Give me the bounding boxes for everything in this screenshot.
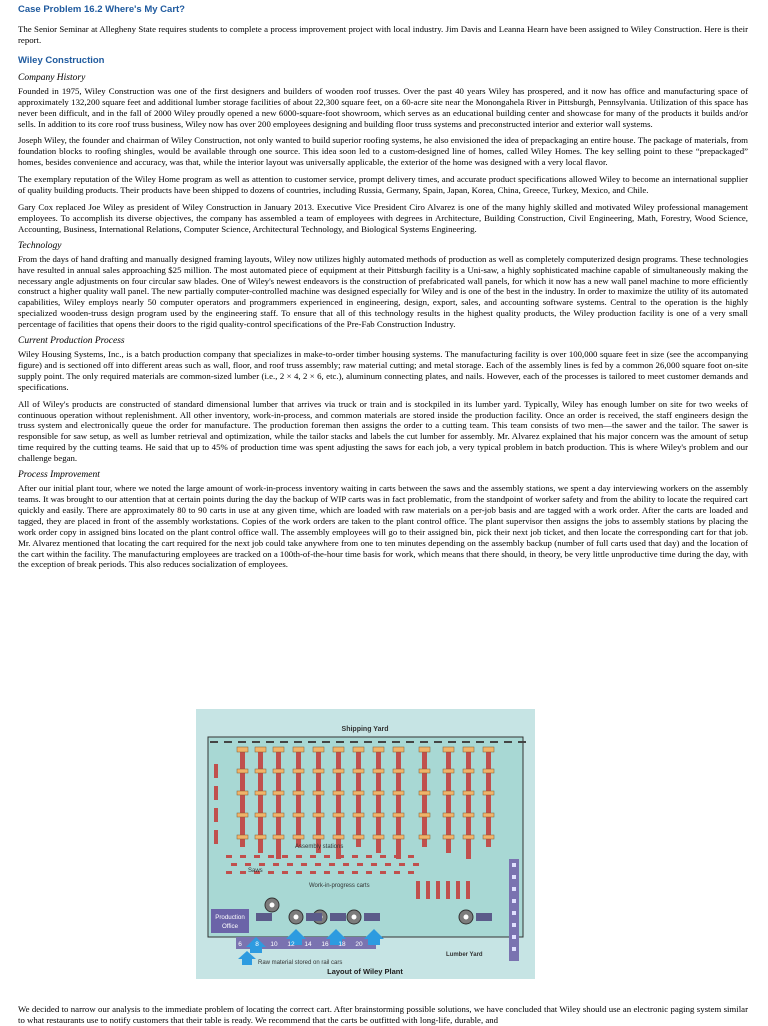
wall-segment bbox=[462, 741, 470, 743]
wall-segment bbox=[266, 741, 274, 743]
wip-cart bbox=[231, 863, 237, 866]
assembly-station bbox=[419, 835, 430, 839]
assembly-line-cap bbox=[463, 747, 474, 752]
assembly-line bbox=[296, 747, 301, 847]
technology-paragraph: From the days of hand drafting and manually designed framing layouts, Wiley now utilizes highly automated methods of production as well as completely computerized design programs. These technologies have resulted in annual sales approaching $25 million. The most automated piece of equipment at their Pittsburgh facility is a Uni-saw, a highly sophisticated machine capable of simultaneously making the necessary angle adjustments on four circular saw blades. One of Wiley's newest endeavors is the construction of prefabricated wall panels, for which it now has a new wall panel machine to more efficiently construct a higher quality wall panel. The new partially computer-controlled machine was designed especially for Wiley and is one of the best in the industry. In order to maximize the utility of its automated capabilities, Wiley employs nearly 50 computer operators and programmers experienced in engineering, design, export, sales, and accounting software systems. Central to the operation is the highly specialized wooden-truss design program used by the engineering staff. To ensure that all of this technology results in the highest quality products, the Wiley production facility is one of a very small percentage of facilities that opens their doors to the rigid quality-control specifications of the Pre-Fab Construction Industry. bbox=[18, 253, 748, 330]
plant-layout-diagram bbox=[196, 709, 535, 979]
wall-segment bbox=[406, 741, 414, 743]
assembly-station bbox=[353, 791, 364, 795]
track-number: 6 bbox=[238, 941, 242, 948]
track-number: 12 bbox=[287, 941, 295, 948]
assembly-station bbox=[293, 813, 304, 817]
wip-cart bbox=[338, 871, 344, 874]
assembly-station bbox=[483, 813, 494, 817]
assembly-station bbox=[273, 769, 284, 773]
raw-material-label: Raw material stored on rail cars bbox=[258, 960, 343, 966]
track-number: 14 bbox=[304, 941, 312, 948]
wall-segment bbox=[392, 741, 400, 743]
assembly-station bbox=[255, 791, 266, 795]
track-number: 18 bbox=[338, 941, 346, 948]
current-process-heading: Current Production Process bbox=[18, 336, 125, 347]
continuation-text bbox=[18, 1004, 748, 1026]
saw-hub bbox=[270, 903, 275, 908]
assembly-station bbox=[373, 769, 384, 773]
assembly-station bbox=[393, 835, 404, 839]
wip-cart bbox=[413, 863, 419, 866]
assembly-station bbox=[353, 835, 364, 839]
assembly-line-cap bbox=[255, 747, 266, 752]
wall-segment bbox=[336, 741, 344, 743]
plant-floor bbox=[208, 737, 526, 965]
assembly-stations-label: Assembly stations bbox=[295, 844, 344, 850]
assembly-station bbox=[443, 813, 454, 817]
wip-cart bbox=[296, 855, 302, 858]
assembly-line-cap bbox=[393, 747, 404, 752]
assembly-line bbox=[396, 747, 401, 859]
wall-segment bbox=[252, 741, 260, 743]
company-history-paragraph: The exemplary reputation of the Wiley Home program as well as attention to customer service, prompt delivery times, and accurate product specifications allowed Wiley to become an international supplier of quality building products. Their products have been shipped to dozens of countries, including Russia, Germany, Spain, Japan, Korea, China, Greece, Turkey, Mexico, and Chile. bbox=[18, 174, 748, 196]
assembly-station bbox=[393, 791, 404, 795]
wip-rack bbox=[446, 881, 450, 899]
conveyor-marker bbox=[512, 875, 516, 879]
assembly-station bbox=[293, 791, 304, 795]
company-history-paragraph: Gary Cox replaced Joe Wiley as president of Wiley Construction in January 2013. Executive Vice President Ciro Alvarez is one of the many highly skilled and motivated Wiley professional management employees. To accomplish its diverse objectives, the company has assembled a team of employees with degrees in Architecture, Building Construction, Civil Engineering, Math, Forestry, Wood Science, Accounting, Business, International Relations, Computer Science, Architectural Technology, and Biological Systems Engineering. bbox=[18, 201, 748, 234]
company-history-paragraph: Founded in 1975, Wiley Construction was one of the first designers and builders of wooden roof trusses. Over the past 40 years Wiley has prospered, and it now has office and manufacturing space of approximately 132,200 square feet and additional lumber storage facilities of about 22,300 square feet, on a 60-acre site near the Monongahela River in Pittsburgh, Pennsylvania. Utilization of this space has never been difficult, and in the fall of 2000 Wiley proudly opened a new 6000-square-foot showroom, which serves as an educational building center and showcase for many of the products it builds and/or sells. In addition to its core roof truss business, Wiley now has over 200 employees designing and building floor truss systems and preconstructed interior and exterior wall systems. bbox=[18, 85, 748, 129]
assembly-station bbox=[293, 769, 304, 773]
wall-segment bbox=[308, 741, 316, 743]
saw-table bbox=[330, 913, 346, 921]
wip-cart bbox=[371, 863, 377, 866]
wip-cart bbox=[282, 871, 288, 874]
wall-segment bbox=[364, 741, 372, 743]
wall-segment bbox=[420, 741, 428, 743]
conveyor-marker bbox=[512, 935, 516, 939]
conveyor-marker bbox=[512, 947, 516, 951]
wip-rack bbox=[436, 881, 440, 899]
assembly-station bbox=[255, 835, 266, 839]
wip-cart bbox=[245, 863, 251, 866]
assembly-line-cap bbox=[273, 747, 284, 752]
assembly-station bbox=[237, 791, 248, 795]
wall-segment bbox=[210, 741, 218, 743]
company-history-heading: Company History bbox=[18, 72, 86, 83]
assembly-line bbox=[240, 747, 245, 847]
assembly-station bbox=[237, 835, 248, 839]
wip-cart bbox=[296, 871, 302, 874]
wip-cart bbox=[268, 855, 274, 858]
assembly-line bbox=[486, 747, 491, 847]
wall-segment bbox=[322, 741, 330, 743]
case-title: Case Problem 16.2 Where's My Cart? bbox=[18, 4, 185, 15]
assembly-station bbox=[313, 813, 324, 817]
assembly-station bbox=[483, 791, 494, 795]
saw-table bbox=[476, 913, 492, 921]
wip-cart bbox=[338, 855, 344, 858]
wall-segment bbox=[448, 741, 456, 743]
wip-cart bbox=[352, 855, 358, 858]
saw-hub bbox=[294, 915, 299, 920]
conveyor-marker bbox=[512, 923, 516, 927]
technology-heading: Technology bbox=[18, 240, 62, 251]
production-office-label-1: Production bbox=[215, 914, 245, 921]
assembly-station bbox=[333, 835, 344, 839]
assembly-station bbox=[443, 769, 454, 773]
assembly-station bbox=[419, 791, 430, 795]
saw-table bbox=[306, 913, 322, 921]
assembly-station bbox=[373, 791, 384, 795]
wip-cart bbox=[254, 855, 260, 858]
assembly-station bbox=[353, 813, 364, 817]
wip-cart bbox=[343, 863, 349, 866]
track-number: 8 bbox=[255, 941, 259, 948]
assembly-line bbox=[336, 747, 341, 859]
wip-cart bbox=[380, 855, 386, 858]
wall-segment bbox=[504, 741, 512, 743]
assembly-station bbox=[443, 791, 454, 795]
conveyor-marker bbox=[512, 911, 516, 915]
assembly-station bbox=[463, 791, 474, 795]
assembly-station bbox=[237, 813, 248, 817]
figure-caption: Layout of Wiley Plant bbox=[327, 967, 403, 976]
assembly-station bbox=[273, 791, 284, 795]
assembly-station bbox=[255, 813, 266, 817]
company-history-paragraph: Joseph Wiley, the founder and chairman of Wiley Construction, not only wanted to build superior roofing systems, he also envisioned the idea of prepackaging an entire house. The package of materials, from foundation blocks to roofing shingles, would be available through one source. This idea soon led to a custom-designed line of homes, called Wiley Homes. The key selling point to these “prepackaged” homes, besides convenience and accuracy, was that, while the interior layout was universally applicable, the exterior of the home was designed with a very local flavor. bbox=[18, 135, 748, 168]
wip-cart bbox=[240, 855, 246, 858]
wall-segment bbox=[224, 741, 232, 743]
wip-cart bbox=[366, 855, 372, 858]
process-improvement-heading: Process Improvement bbox=[18, 470, 100, 481]
wip-cart bbox=[352, 871, 358, 874]
assembly-line-cap bbox=[483, 747, 494, 752]
assembly-station bbox=[237, 769, 248, 773]
plant-layout-figure bbox=[196, 709, 535, 979]
wip-cart bbox=[301, 863, 307, 866]
track-number: 16 bbox=[321, 941, 329, 948]
saws-label: Saws bbox=[248, 868, 263, 874]
assembly-station bbox=[333, 791, 344, 795]
wip-cart bbox=[394, 871, 400, 874]
assembly-station bbox=[483, 835, 494, 839]
assembly-station bbox=[313, 769, 324, 773]
assembly-station bbox=[255, 769, 266, 773]
assembly-line-cap bbox=[373, 747, 384, 752]
conveyor-marker bbox=[512, 887, 516, 891]
assembly-line-cap bbox=[333, 747, 344, 752]
wip-cart bbox=[385, 863, 391, 866]
current-process-paragraph: All of Wiley's products are constructed of standard dimensional lumber that arrives via truck or train and is stockpiled in its lumber yard. Typically, Wiley has enough lumber on site for two weeks of continuous operation without replenishment. All other inventory, work-in-process, and common materials are stored inside the production facility. Once an order is received, the staff engineers design the truss system and electronically queue the order for manufacture. The production foreman then assigns the order to a cutting team. This team consists of two men—the sawer and the tailor. The sawer is responsible for saw setup, as well as lumber retrieval and optimization, while the tailor stacks and labels the cut lumber for assembly. Mr. Alvarez explained that his major concern was the amount of setup time required by the cutting teams. He said that up to 45% of production time was spent adjusting the saws for each job, a very typical problem in batch production. This is where Wiley's problem and our challenge began. bbox=[18, 398, 748, 464]
wall-station bbox=[214, 830, 218, 844]
wip-cart bbox=[324, 871, 330, 874]
assembly-line-cap bbox=[293, 747, 304, 752]
wip-cart bbox=[268, 871, 274, 874]
assembly-station bbox=[483, 769, 494, 773]
wip-cart bbox=[310, 871, 316, 874]
assembly-line bbox=[466, 747, 471, 859]
wip-rack bbox=[466, 881, 470, 899]
wall-segment bbox=[434, 741, 442, 743]
assembly-station bbox=[463, 813, 474, 817]
saw-hub bbox=[464, 915, 469, 920]
assembly-station bbox=[293, 835, 304, 839]
conveyor-marker bbox=[512, 863, 516, 867]
track-number: 20 bbox=[355, 941, 363, 948]
wall-station bbox=[214, 764, 218, 778]
wall-segment bbox=[518, 741, 526, 743]
saw-table bbox=[256, 913, 272, 921]
document-page bbox=[18, 4, 748, 576]
wip-cart bbox=[226, 855, 232, 858]
assembly-station bbox=[273, 813, 284, 817]
wip-cart bbox=[240, 871, 246, 874]
assembly-station bbox=[393, 813, 404, 817]
assembly-station bbox=[463, 769, 474, 773]
assembly-station bbox=[313, 835, 324, 839]
wip-rack bbox=[416, 881, 420, 899]
wip-cart bbox=[399, 863, 405, 866]
assembly-station bbox=[443, 835, 454, 839]
assembly-station bbox=[313, 791, 324, 795]
wall-segment bbox=[490, 741, 498, 743]
section-title: Wiley Construction bbox=[18, 54, 105, 66]
wip-cart bbox=[226, 871, 232, 874]
wip-cart bbox=[282, 855, 288, 858]
conveyor-marker bbox=[512, 899, 516, 903]
current-process-paragraph: Wiley Housing Systems, Inc., is a batch production company that specializes in make-to-order timber housing systems. The manufacturing facility is over 100,000 square feet in size (see the accompanying figure) and is sectioned off into different areas such as wall, floor, and roof truss assembly; raw material cutting; and metal storage. Each of the assembly lines is fed by a common 26,000 square foot on-site supply point. The only required materials are common-sized lumber (i.e., 2 × 4, 2 × 6, etc.), aluminum connecting plates, and nails. However, each of the processes is tailored to meet customer demands and specifications. bbox=[18, 349, 748, 392]
saw-table bbox=[364, 913, 380, 921]
wall-segment bbox=[280, 741, 288, 743]
assembly-line bbox=[356, 747, 361, 847]
wip-rack bbox=[456, 881, 460, 899]
shipping-yard-label: Shipping Yard bbox=[341, 726, 389, 733]
saw-hub bbox=[352, 915, 357, 920]
intro-paragraph: The Senior Seminar at Allegheny State requires students to complete a process improvement project with local industry. Jim Davis and Leanna Hearn have been assigned to Wiley Construction. Here is their report. bbox=[18, 24, 748, 45]
lumber-yard-label: Lumber Yard bbox=[446, 952, 483, 958]
wip-cart bbox=[357, 863, 363, 866]
wip-cart bbox=[259, 863, 265, 866]
assembly-line-cap bbox=[353, 747, 364, 752]
wall-segment bbox=[238, 741, 246, 743]
wip-cart bbox=[287, 863, 293, 866]
assembly-station bbox=[393, 769, 404, 773]
assembly-station bbox=[419, 769, 430, 773]
wip-cart bbox=[324, 855, 330, 858]
assembly-line-cap bbox=[419, 747, 430, 752]
wip-cart bbox=[394, 855, 400, 858]
assembly-station bbox=[353, 769, 364, 773]
assembly-line-cap bbox=[443, 747, 454, 752]
wip-cart bbox=[408, 871, 414, 874]
assembly-line bbox=[276, 747, 281, 859]
wip-cart bbox=[329, 863, 335, 866]
process-improvement-paragraph: After our initial plant tour, where we noted the large amount of work-in-process inventory waiting in carts between the saws and the assembly stations, we spent a day interviewing workers on the assembly teams. It was brought to our attention that at certain points during the day the backup of WIP carts was in fact problematic, from the standpoint of worker safety and from the ability to locate the required cart quickly and easily. There are approximately 80 to 90 carts in use at any given time, which are loaded with raw materials on a per-job basis and are tagged with a work order. After the carts are loaded and tagged, they are placed in front of the assembly workstations. Copies of the work orders are taken to the plant control office. The plant supervisor then assigns the jobs to assembly stations by placing the work order copy in assigned bins located on the plant control office wall. The assembly employees will go to their assigned bin, pick their next job ticket, and then locate the corresponding cart for that job. Mr. Alvarez mentioned that locating the cart required for the next job could take anywhere from one to ten minutes depending on the assembly backup (number of full carts used that day) and the location of the cart within the facility. The manufacturing employees are tracked on a 100th-of-the-hour time basis for work, which means that there should, in theory, be very little unproductive time during the day, with the exception of break periods. This also reduces socialization of employees. bbox=[18, 483, 748, 570]
assembly-station bbox=[463, 835, 474, 839]
assembly-station bbox=[419, 813, 430, 817]
wall-segment bbox=[476, 741, 484, 743]
assembly-station bbox=[373, 835, 384, 839]
assembly-station bbox=[373, 813, 384, 817]
production-office-label-2: Office bbox=[221, 923, 239, 930]
wall-segment bbox=[350, 741, 358, 743]
wip-cart bbox=[273, 863, 279, 866]
assembly-station bbox=[273, 835, 284, 839]
wall-segment bbox=[378, 741, 386, 743]
wip-rack bbox=[426, 881, 430, 899]
wip-cart bbox=[315, 863, 321, 866]
wall-station bbox=[214, 786, 218, 800]
tail-paragraph: We decided to narrow our analysis to the immediate problem of locating the correct cart. After brainstorming possible solutions, we have concluded that Wiley should use an electronic paging system similar to what restaurants use to notify customers that their table is ready. We recommend that the carts be outfitted with long-life, durable, and bbox=[18, 1004, 748, 1025]
wip-cart bbox=[408, 855, 414, 858]
assembly-station bbox=[333, 769, 344, 773]
wip-cart bbox=[310, 855, 316, 858]
assembly-line bbox=[422, 747, 427, 847]
lumber-conveyor bbox=[509, 859, 519, 961]
wip-cart bbox=[366, 871, 372, 874]
track-number: 10 bbox=[270, 941, 278, 948]
wall-segment bbox=[294, 741, 302, 743]
assembly-line-cap bbox=[237, 747, 248, 752]
assembly-line-cap bbox=[313, 747, 324, 752]
wall-station bbox=[214, 808, 218, 822]
wip-carts-label: Work-in-progress carts bbox=[309, 883, 370, 889]
assembly-station bbox=[333, 813, 344, 817]
wip-cart bbox=[380, 871, 386, 874]
